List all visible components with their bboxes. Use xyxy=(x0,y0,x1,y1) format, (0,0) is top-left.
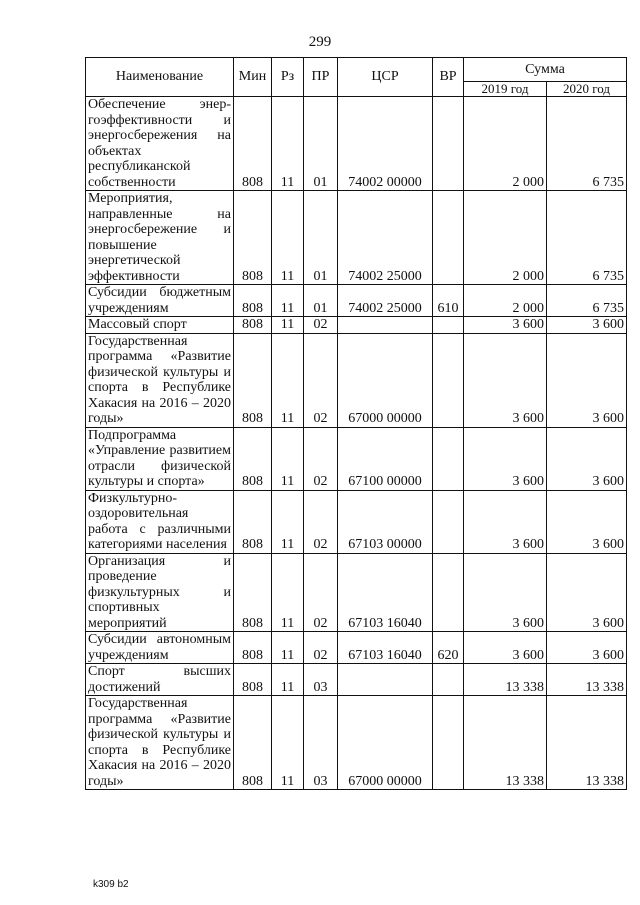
cell-vr xyxy=(433,97,464,191)
cell-2019: 3 600 xyxy=(464,553,547,632)
cell-min: 808 xyxy=(234,553,272,632)
cell-vr xyxy=(433,553,464,632)
cell-pr: 02 xyxy=(304,427,338,490)
budget-table xyxy=(85,57,627,790)
cell-2019: 3 600 xyxy=(464,427,547,490)
cell-rz: 11 xyxy=(272,696,304,790)
cell-2019: 13 338 xyxy=(464,696,547,790)
cell-2019: 3 600 xyxy=(464,333,547,427)
cell-pr: 02 xyxy=(304,553,338,632)
cell-2019: 2 000 xyxy=(464,285,547,317)
cell-min: 808 xyxy=(234,97,272,191)
table-row xyxy=(86,490,627,553)
cell-name: Физкультурно-оздоровительная работа с различными категориями населения xyxy=(86,490,234,553)
header-min: Мин xyxy=(234,58,272,97)
header-vr: ВР xyxy=(433,58,464,97)
cell-rz: 11 xyxy=(272,97,304,191)
cell-name: Организация и проведение физкультурных и спортивных мероприятий xyxy=(86,553,234,632)
cell-min: 808 xyxy=(234,490,272,553)
cell-rz: 11 xyxy=(272,490,304,553)
cell-2020: 6 735 xyxy=(547,97,627,191)
cell-vr xyxy=(433,317,464,334)
cell-2019: 13 338 xyxy=(464,664,547,696)
cell-vr: 610 xyxy=(433,285,464,317)
cell-vr xyxy=(433,333,464,427)
table-row xyxy=(86,285,627,317)
cell-2020: 3 600 xyxy=(547,427,627,490)
cell-min: 808 xyxy=(234,333,272,427)
cell-csr xyxy=(338,664,433,696)
table-body xyxy=(86,97,627,790)
cell-pr: 01 xyxy=(304,97,338,191)
header-csr: ЦСР xyxy=(338,58,433,97)
cell-name: Субсидии бюджетным учреждениям xyxy=(86,285,234,317)
cell-2020: 3 600 xyxy=(547,632,627,664)
cell-2019: 2 000 xyxy=(464,191,547,285)
header-name: Наименование xyxy=(86,58,234,97)
cell-vr: 620 xyxy=(433,632,464,664)
table-row xyxy=(86,191,627,285)
cell-name: Подпрограмма «Управление развитием отрасли физической культуры и спорта» xyxy=(86,427,234,490)
cell-2020: 6 735 xyxy=(547,285,627,317)
header-pr: ПР xyxy=(304,58,338,97)
cell-name: Обеспечение энер-гоэффективности и энергосбережения на объектах республиканской собственности xyxy=(86,97,234,191)
cell-2020: 3 600 xyxy=(547,317,627,334)
cell-pr: 02 xyxy=(304,632,338,664)
cell-min: 808 xyxy=(234,191,272,285)
cell-csr: 67103 16040 xyxy=(338,553,433,632)
cell-2020: 13 338 xyxy=(547,664,627,696)
cell-2020: 13 338 xyxy=(547,696,627,790)
cell-vr xyxy=(433,696,464,790)
cell-csr: 67103 16040 xyxy=(338,632,433,664)
cell-min: 808 xyxy=(234,664,272,696)
header-sum: Сумма xyxy=(464,58,627,82)
cell-min: 808 xyxy=(234,317,272,334)
cell-min: 808 xyxy=(234,427,272,490)
cell-name: Спорт высших достижений xyxy=(86,664,234,696)
cell-rz: 11 xyxy=(272,317,304,334)
cell-min: 808 xyxy=(234,696,272,790)
header-rz: Рз xyxy=(272,58,304,97)
cell-vr xyxy=(433,664,464,696)
cell-pr: 03 xyxy=(304,664,338,696)
cell-rz: 11 xyxy=(272,427,304,490)
table-row xyxy=(86,333,627,427)
table-row xyxy=(86,317,627,334)
page-number: 299 xyxy=(308,34,332,50)
cell-csr: 74002 00000 xyxy=(338,97,433,191)
cell-pr: 03 xyxy=(304,696,338,790)
cell-csr: 67000 00000 xyxy=(338,696,433,790)
cell-pr: 02 xyxy=(304,490,338,553)
cell-2020: 3 600 xyxy=(547,490,627,553)
table-row xyxy=(86,664,627,696)
cell-2019: 3 600 xyxy=(464,632,547,664)
cell-name: Государственная программа «Развитие физической культуры и спорта в Республике Хакасия на 2016 – 2020 годы» xyxy=(86,696,234,790)
cell-2020: 6 735 xyxy=(547,191,627,285)
cell-name: Субсидии автономным учреждениям xyxy=(86,632,234,664)
cell-min: 808 xyxy=(234,632,272,664)
cell-rz: 11 xyxy=(272,191,304,285)
cell-vr xyxy=(433,191,464,285)
cell-csr: 74002 25000 xyxy=(338,285,433,317)
cell-2019: 3 600 xyxy=(464,317,547,334)
cell-pr: 01 xyxy=(304,285,338,317)
header-2020: 2020 год xyxy=(547,82,627,97)
cell-min: 808 xyxy=(234,285,272,317)
cell-rz: 11 xyxy=(272,553,304,632)
cell-csr: 74002 25000 xyxy=(338,191,433,285)
cell-2020: 3 600 xyxy=(547,333,627,427)
cell-csr: 67100 00000 xyxy=(338,427,433,490)
cell-rz: 11 xyxy=(272,333,304,427)
cell-pr: 01 xyxy=(304,191,338,285)
cell-pr: 02 xyxy=(304,317,338,334)
table-row xyxy=(86,632,627,664)
cell-rz: 11 xyxy=(272,285,304,317)
table-row xyxy=(86,696,627,790)
cell-name: Мероприятия, направленные на энергосбережение и повышение энергетической эффективности xyxy=(86,191,234,285)
cell-2019: 2 000 xyxy=(464,97,547,191)
cell-2020: 3 600 xyxy=(547,553,627,632)
table-row xyxy=(86,427,627,490)
cell-vr xyxy=(433,490,464,553)
table-row xyxy=(86,553,627,632)
cell-vr xyxy=(433,427,464,490)
cell-csr: 67000 00000 xyxy=(338,333,433,427)
footer-code: k309 b2 xyxy=(93,879,129,890)
cell-name: Государственная программа «Развитие физической культуры и спорта в Республике Хакасия на 2016 – 2020 годы» xyxy=(86,333,234,427)
cell-rz: 11 xyxy=(272,664,304,696)
header-2019: 2019 год xyxy=(464,82,547,97)
cell-rz: 11 xyxy=(272,632,304,664)
cell-2019: 3 600 xyxy=(464,490,547,553)
cell-csr xyxy=(338,317,433,334)
cell-name: Массовый спорт xyxy=(86,317,234,334)
cell-csr: 67103 00000 xyxy=(338,490,433,553)
cell-pr: 02 xyxy=(304,333,338,427)
table-row xyxy=(86,97,627,191)
